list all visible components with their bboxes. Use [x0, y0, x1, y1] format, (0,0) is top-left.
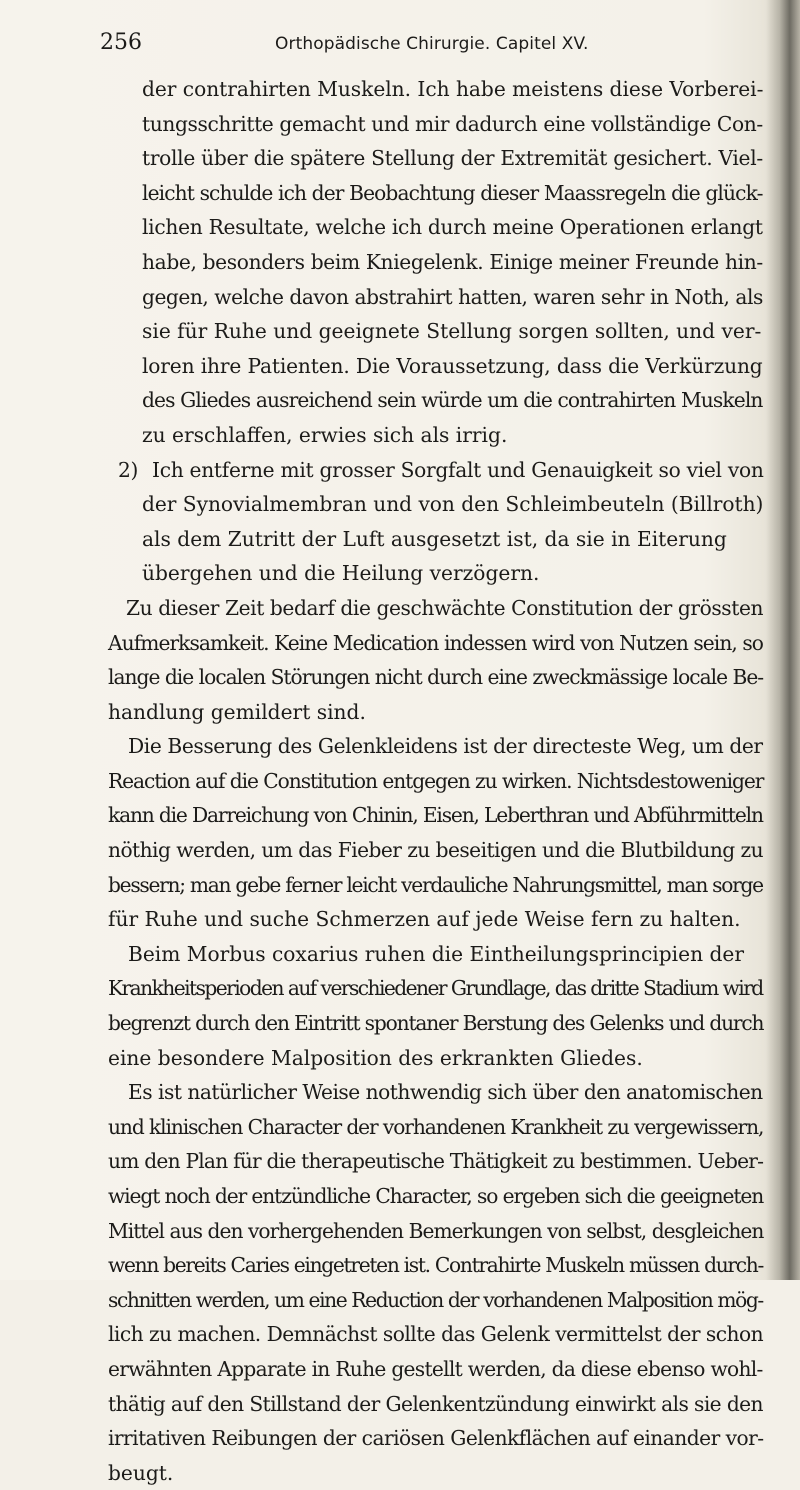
line-text: lich zu machen. Demnächst sollte das Gelenk vermittelst der schon — [108, 1322, 764, 1347]
line-text: übergehen und die Heilung verzögern. — [142, 561, 540, 586]
text-line — [108, 971, 763, 1006]
line-text: kann die Darreichung von Chinin, Eisen, Leberthran und Abführmitteln — [108, 803, 763, 828]
line-text: begrenzt durch den Eintritt spontaner Berstung des Gelenks und durch — [108, 1011, 764, 1036]
body-text — [108, 72, 763, 1490]
text-line — [108, 1075, 763, 1110]
line-text: schnitten werden, um eine Reduction der vorhandenen Malposition mög- — [108, 1287, 763, 1312]
line-text: habe, besonders beim Kniegelenk. Einige meiner Freunde hin- — [142, 249, 763, 274]
text-line — [108, 349, 763, 384]
line-text: bessern; man gebe ferner leicht verdauliche Nahrungsmittel, man sorge — [108, 872, 763, 897]
text-line — [108, 453, 763, 488]
page-edge-shadow — [766, 0, 800, 1280]
text-line — [108, 833, 763, 868]
text-line — [108, 660, 763, 695]
text-line — [108, 1387, 763, 1422]
line-text: leicht schulde ich der Beobachtung dieser Maassregeln die glück- — [142, 180, 763, 205]
text-line — [108, 1456, 763, 1490]
text-line — [108, 902, 763, 937]
line-text: wenn bereits Caries eingetreten ist. Contrahirte Muskeln müssen durch- — [108, 1253, 764, 1278]
text-line — [108, 1283, 763, 1318]
line-text: Mittel aus den vorhergehenden Bemerkungen von selbst, desgleichen — [108, 1218, 764, 1243]
text-line — [108, 1006, 763, 1041]
text-line — [108, 1214, 763, 1249]
line-text: Krankheitsperioden auf verschiedener Grundlage, das dritte Stadium wird — [108, 976, 763, 1001]
text-line — [108, 72, 763, 107]
line-text: zu erschlaffen, erwies sich als irrig. — [142, 422, 508, 447]
text-line — [108, 764, 763, 799]
line-text: lichen Resultate, welche ich durch meine Operationen erlangt — [142, 215, 763, 240]
text-line — [108, 141, 763, 176]
line-text: Es ist natürlicher Weise nothwendig sich über den anatomischen — [128, 1080, 763, 1105]
text-line — [108, 487, 763, 522]
line-text: wiegt noch der entzündliche Character, so ergeben sich die geeigneten — [108, 1184, 764, 1208]
text-line — [108, 1352, 763, 1387]
text-line — [108, 245, 763, 280]
page-number: 256 — [100, 30, 142, 55]
line-text: und klinischen Character der vorhandenen Krankheit zu vergewissern, — [108, 1114, 764, 1139]
line-text: eine besondere Malposition des erkrankten Gliedes. — [108, 1045, 643, 1070]
line-text: Aufmerksamkeit. Keine Medication indessen wird von Nutzen sein, so — [108, 630, 763, 655]
line-text: für Ruhe und suche Schmerzen auf jede Weise fern zu halten. — [108, 907, 741, 932]
line-text: nöthig werden, um das Fieber zu beseitigen und die Blutbildung zu — [108, 838, 764, 863]
page-header — [100, 30, 740, 60]
running-title: Orthopädische Chirurgie. Capitel XV. — [275, 34, 589, 54]
text-line — [108, 798, 763, 833]
line-text: lange die localen Störungen nicht durch eine zweckmässige locale Be- — [108, 665, 764, 690]
line-text: thätig auf den Stillstand der Gelenkentzündung einwirkt als sie den — [108, 1391, 763, 1416]
text-line — [108, 591, 763, 626]
text-line — [108, 1144, 763, 1179]
line-text: des Gliedes ausreichend sein würde um die contrahirten Muskeln — [142, 388, 763, 413]
text-line — [108, 314, 763, 349]
line-text: sie für Ruhe und geeignete Stellung sorgen sollten, und ver- — [142, 319, 762, 344]
text-line — [108, 107, 763, 142]
line-text: Ich entferne mit grosser Sorgfalt und Genauigkeit so viel von — [152, 457, 764, 482]
text-line — [108, 418, 763, 453]
line-text: der Synovialmembran und von den Schleimbeuteln (Billroth) — [142, 492, 764, 517]
line-text: trolle über die spätere Stellung der Extremität gesichert. Viel- — [142, 146, 763, 171]
text-line — [108, 280, 763, 315]
text-line — [108, 1041, 763, 1076]
line-text: tungsschritte gemacht und mir dadurch eine vollständige Con- — [142, 111, 763, 136]
text-line — [108, 1317, 763, 1352]
text-line — [108, 729, 763, 764]
text-line — [108, 1179, 763, 1214]
line-text: Beim Morbus coxarius ruhen die Eintheilungsprincipien der — [128, 941, 745, 966]
line-text: beugt. — [108, 1460, 174, 1485]
line-text: gegen, welche davon abstrahirt hatten, waren sehr in Noth, als — [142, 284, 763, 309]
text-line — [108, 556, 763, 591]
text-line — [108, 1248, 763, 1283]
line-text: irritativen Reibungen der cariösen Gelenkflächen auf einander vor- — [108, 1426, 764, 1451]
text-line — [108, 626, 763, 661]
text-line — [108, 695, 763, 730]
text-line — [108, 522, 763, 557]
line-text: Reaction auf die Constitution entgegen zu wirken. Nichtsdestoweniger — [108, 768, 764, 793]
line-text: loren ihre Patienten. Die Voraussetzung, dass die Verkürzung — [142, 353, 763, 378]
line-text: Zu dieser Zeit bedarf die geschwächte Constitution der grössten — [126, 595, 764, 620]
line-text: Die Besserung des Gelenkleidens ist der directeste Weg, um der — [128, 734, 763, 759]
line-text: der contrahirten Muskeln. Ich habe meistens diese Vorberei- — [142, 77, 764, 101]
line-text: um den Plan für die therapeutische Thätigkeit zu bestimmen. Ueber- — [108, 1149, 764, 1174]
text-line — [108, 1421, 763, 1456]
line-text: erwähnten Apparate in Ruhe gestellt werden, da diese ebenso wohl- — [108, 1356, 763, 1381]
text-line — [108, 210, 763, 245]
text-line — [108, 176, 763, 211]
list-number: 2) — [118, 457, 139, 482]
text-line — [108, 868, 763, 903]
text-line — [108, 937, 763, 972]
text-line — [108, 1110, 763, 1145]
line-text: handlung gemildert sind. — [108, 699, 366, 724]
line-text: als dem Zutritt der Luft ausgesetzt ist, da sie in Eiterung — [142, 526, 727, 551]
text-line — [108, 383, 763, 418]
